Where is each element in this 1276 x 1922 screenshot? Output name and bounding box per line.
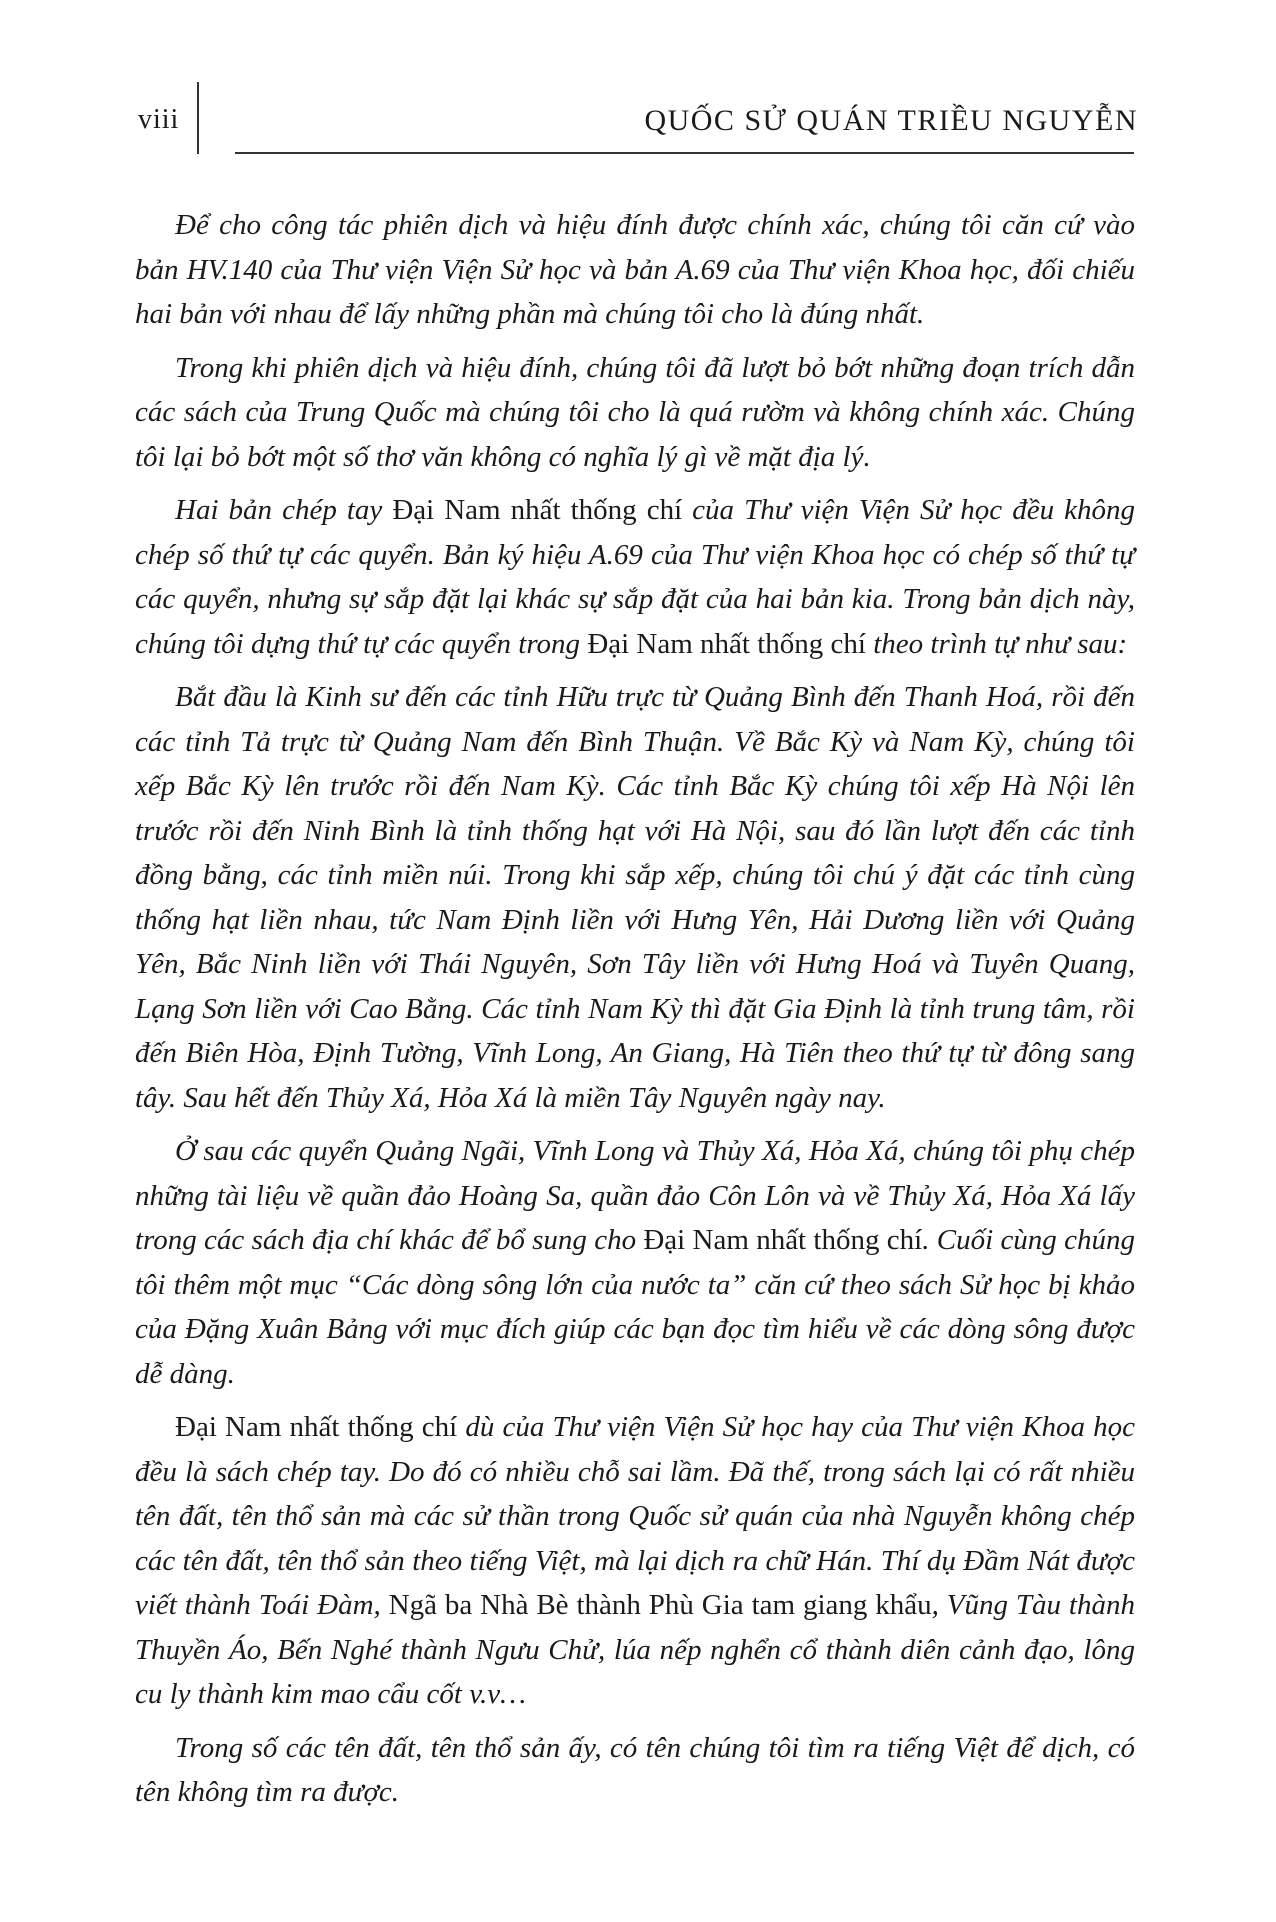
paragraph-text: Trong khi phiên dịch và hiệu đính, chúng tôi đã lượt bỏ bớt những đoạn trích dẫn các sách của Trung Quốc mà chúng tôi cho là quá rườm và không chính xác. Chúng tôi lại bỏ bớt một số thơ văn không có nghĩa lý gì về mặt địa lý. [135,351,1135,473]
header-horizontal-rule [235,152,1134,154]
book-title-text: Đại Nam nhất thống chí [392,494,683,526]
book-title-text: Ngã ba Nhà Bè thành Phù Gia tam giang khẩu [388,1589,932,1621]
paragraph-text: dù của Thư viện Viện Sử học hay của Thư viện Khoa học đều là sách chép tay. Do đó có nhiều chỗ sai lầm. Đã thế, trong sách lại có rất nhiều tên đất, tên thổ sản mà các sử thần trong Quốc sử quán của nhà Nguyễn không chép các tên đất, tên thổ sản theo tiếng Việt, mà lại dịch ra chữ Hán. Thí dụ Đầm Nát được viết thành Toái Đàm, [135,1411,1135,1621]
paragraph-text: của Thư viện Viện Sử học đều không chép số thứ tự các quyển. Bản ký hiệu A.69 của Thư viện Khoa học có chép số thứ tự các quyển, nhưng sự sắp đặt lại khác sự sắp đặt của hai bản kia. Trong bản dịch này, chúng tôi dựng thứ tự các quyển trong [135,494,1135,660]
book-title-text: Đại Nam nhất thống chí [643,1224,923,1256]
paragraph-text: Hai bản chép tay [175,494,393,526]
paragraph [135,1726,1135,1815]
paragraph [135,488,1135,666]
paragraph [135,1405,1135,1717]
paragraph-text: . Cuối cùng chúng tôi thêm một mục “Các dòng sông lớn của nước ta” căn cứ theo sách Sử học bị khảo của Đặng Xuân Bảng với mục đích giúp các bạn đọc tìm hiểu về các dòng sông được dễ dàng. [135,1224,1135,1390]
body-text [135,203,1135,1824]
book-title-text: Đại Nam nhất thống chí [587,627,866,660]
running-title: QUỐC SỬ QUÁN TRIỀU NGUYỄN [644,104,1138,137]
page-number: viii [138,104,180,135]
paragraph-text: theo trình tự như sau: [865,627,1128,660]
paragraph-text: Bắt đầu là Kinh sư đến các tỉnh Hữu trực từ Quảng Bình đến Thanh Hoá, rồi đến các tỉnh Tả trực từ Quảng Nam đến Bình Thuận. Về Bắc Kỳ và Nam Kỳ, chúng tôi xếp Bắc Kỳ lên trước rồi đến Nam Kỳ. Các tỉnh Bắc Kỳ chúng tôi xếp Hà Nội lên trước rồi đến Ninh Bình là tỉnh thống hạt với Hà Nội, sau đó lần lượt đến các tỉnh đồng bằng, các tỉnh miền núi. Trong khi sắp xếp, chúng tôi chú ý đặt các tỉnh cùng thống hạt liền nhau, tức Nam Định liền với Hưng Yên, Hải Dương liền với Quảng Yên, Bắc Ninh liền với Thái Nguyên, Sơn Tây liền với Hưng Hoá và Tuyên Quang, Lạng Sơn liền với Cao Bằng. Các tỉnh Nam Kỳ thì đặt Gia Định là tỉnh trung tâm, rồi đến Biên Hòa, Định Tường, Vĩnh Long, An Giang, Hà Tiên theo thứ tự từ đông sang tây. Sau hết đến Thủy Xá, Hỏa Xá là miền Tây Nguyên ngày nay. [135,681,1135,1114]
header-vertical-rule [197,82,199,154]
paragraph [135,203,1135,337]
book-title-text: Đại Nam nhất thống chí [175,1411,458,1443]
paragraph [135,1129,1135,1396]
page-header [0,0,1276,160]
paragraph [135,675,1135,1120]
paragraph-text: Trong số các tên đất, tên thổ sản ấy, có tên chúng tôi tìm ra tiếng Việt để dịch, có tên không tìm ra được. [135,1731,1135,1808]
paragraph-text: Để cho công tác phiên dịch và hiệu đính được chính xác, chúng tôi căn cứ vào bản HV.140 của Thư viện Viện Sử học và bản A.69 của Thư viện Khoa học, đối chiếu hai bản với nhau để lấy những phần mà chúng tôi cho là đúng nhất. [135,209,1135,330]
paragraph [135,346,1135,480]
paragraph-text: , Vũng Tàu thành Thuyền Áo, Bến Nghé thành Ngưu Chử, lúa nếp nghển cổ thành diên cảnh đạo, lông cu ly thành kim mao cẩu cốt v.v… [135,1589,1135,1710]
paragraph-text: Ở sau các quyển Quảng Ngãi, Vĩnh Long và Thủy Xá, Hỏa Xá, chúng tôi phụ chép những tài liệu về quần đảo Hoàng Sa, quần đảo Côn Lôn và về Thủy Xá, Hỏa Xá lấy trong các sách địa chí khác để bổ sung cho [135,1135,1135,1256]
